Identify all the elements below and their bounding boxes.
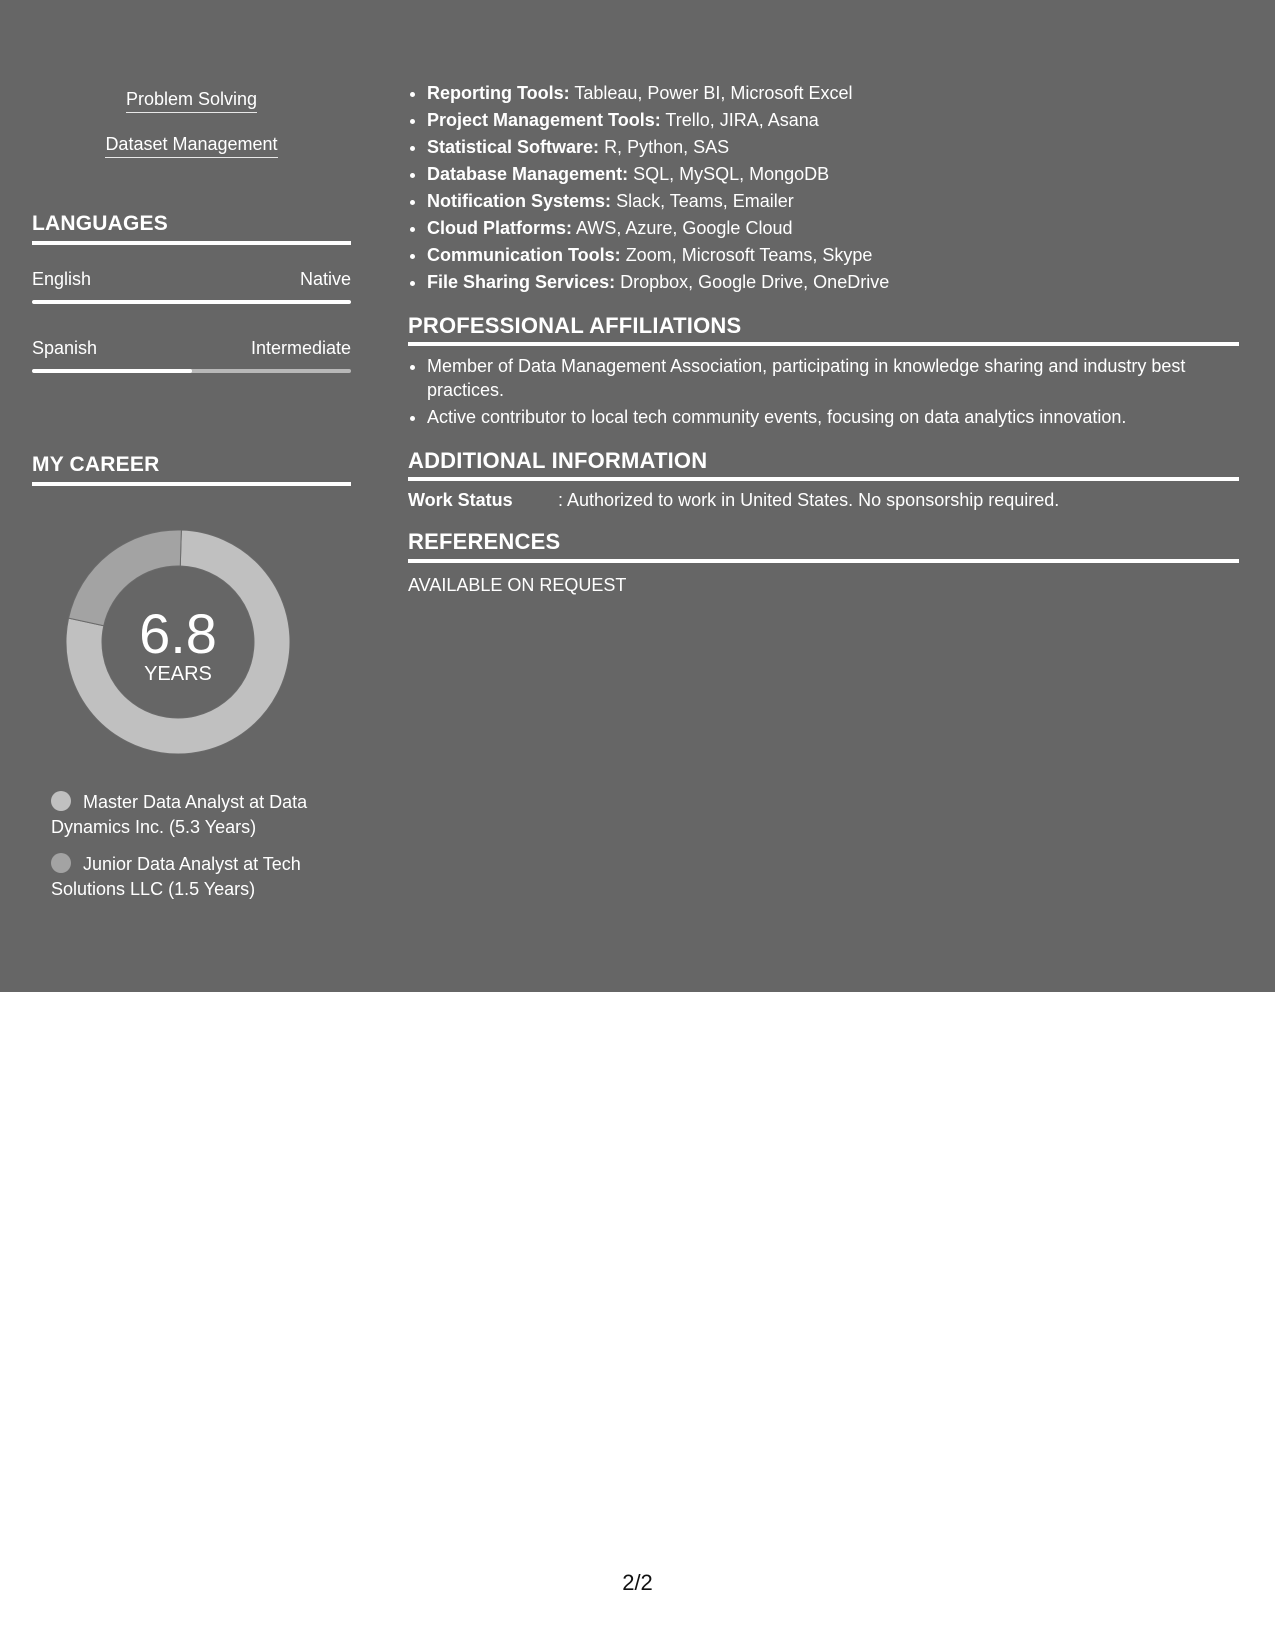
item-label: Project Management Tools: bbox=[427, 110, 661, 130]
career-legend-dot bbox=[51, 853, 71, 873]
list-item bbox=[427, 188, 1239, 215]
item-value: Tableau, Power BI, Microsoft Excel bbox=[574, 83, 853, 103]
language-level: Native bbox=[299, 269, 351, 289]
skill-label: Problem Solving bbox=[126, 88, 257, 113]
skill-link-problem-solving[interactable] bbox=[32, 88, 351, 113]
list-item bbox=[427, 161, 1239, 188]
career-heading: MY CAREER bbox=[32, 453, 160, 476]
references-divider bbox=[408, 559, 1239, 563]
item-value: AWS, Azure, Google Cloud bbox=[576, 218, 793, 238]
list-item bbox=[427, 134, 1239, 161]
item-label: Notification Systems: bbox=[427, 191, 612, 211]
item-value: Dropbox, Google Drive, OneDrive bbox=[620, 272, 890, 292]
career-item-text: Master Data Analyst at Data Dynamics Inc. (5.3 Years) bbox=[51, 792, 308, 837]
item-label: File Sharing Services: bbox=[427, 272, 616, 292]
item-label: Database Management: bbox=[427, 164, 629, 184]
list-item bbox=[427, 107, 1239, 134]
item-label: Communication Tools: bbox=[427, 245, 621, 265]
career-donut-chart bbox=[66, 530, 290, 754]
additional-info-heading: ADDITIONAL INFORMATION bbox=[408, 448, 708, 473]
language-level: Intermediate bbox=[250, 338, 351, 358]
page-number: 2/2 bbox=[622, 1570, 653, 1595]
language-bar-english bbox=[32, 300, 351, 304]
references-heading: REFERENCES bbox=[408, 529, 561, 554]
item-value: Slack, Teams, Emailer bbox=[616, 191, 794, 211]
donut-center bbox=[66, 530, 290, 754]
list-item: • Active contributor to local tech community events, focusing on data analytics innovation. bbox=[427, 405, 1239, 429]
list-item bbox=[427, 242, 1239, 269]
item-value: R, Python, SAS bbox=[604, 137, 730, 157]
list-item bbox=[427, 269, 1239, 296]
language-name: Spanish bbox=[32, 338, 98, 358]
career-total-years: 6.8 bbox=[139, 602, 217, 665]
language-name: English bbox=[32, 269, 92, 289]
career-item bbox=[51, 790, 341, 840]
language-row-spanish bbox=[32, 337, 351, 359]
list-item bbox=[427, 80, 1239, 107]
language-bar-spanish bbox=[32, 369, 351, 373]
languages-divider bbox=[32, 241, 351, 245]
affiliations-heading: PROFESSIONAL AFFILIATIONS bbox=[408, 313, 742, 338]
language-row-english bbox=[32, 268, 351, 290]
list-item: • Member of Data Management Association, participating in knowledge sharing and industry best practices. bbox=[427, 354, 1239, 402]
item-value: SQL, MySQL, MongoDB bbox=[633, 164, 830, 184]
career-item bbox=[51, 852, 341, 902]
languages-heading: LANGUAGES bbox=[32, 212, 168, 235]
skill-link-dataset-management[interactable] bbox=[32, 133, 351, 158]
references-text: AVAILABLE ON REQUEST bbox=[408, 575, 627, 595]
career-total-unit: YEARS bbox=[144, 663, 212, 685]
item-value: Trello, JIRA, Asana bbox=[665, 110, 819, 130]
work-status-row bbox=[408, 488, 1059, 512]
technical-skills-list bbox=[408, 80, 1239, 296]
career-item-text: Junior Data Analyst at Tech Solutions LLC (1.5 Years) bbox=[51, 854, 301, 899]
work-status-value: : Authorized to work in United States. No sponsorship required. bbox=[558, 490, 1060, 510]
affiliations-divider bbox=[408, 342, 1239, 346]
affiliations-list bbox=[408, 354, 1239, 432]
language-bar-fill bbox=[32, 300, 351, 304]
item-label: Reporting Tools: bbox=[427, 83, 570, 103]
work-status-label: Work Status bbox=[408, 490, 513, 510]
skill-label: Dataset Management bbox=[105, 133, 277, 158]
career-divider bbox=[32, 482, 351, 486]
additional-info-divider bbox=[408, 477, 1239, 481]
item-label: Cloud Platforms: bbox=[427, 218, 573, 238]
career-legend-dot bbox=[51, 791, 71, 811]
item-label: Statistical Software: bbox=[427, 137, 600, 157]
language-bar-fill bbox=[32, 369, 192, 373]
item-value: Zoom, Microsoft Teams, Skype bbox=[625, 245, 873, 265]
list-item bbox=[427, 215, 1239, 242]
